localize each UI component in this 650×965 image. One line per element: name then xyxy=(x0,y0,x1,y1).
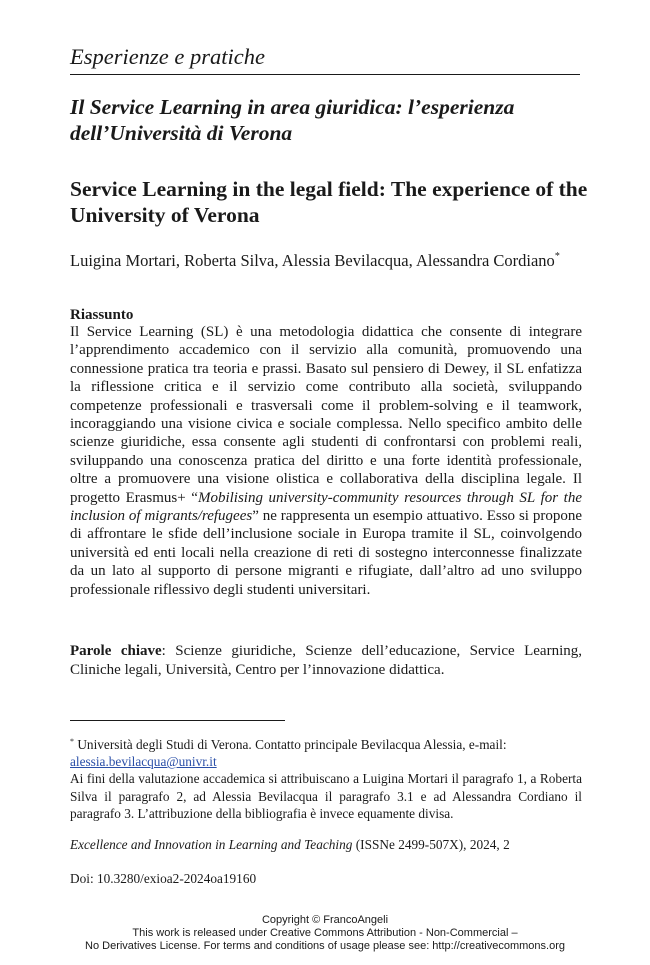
journal-name: Excellence and Innovation in Learning and Teaching xyxy=(70,837,353,852)
abstract-text-part-1: Il Service Learning (SL) è una metodologia didattica che consente di integrare l’apprendimento accademico con il servizio alla comunità, promuovendo una connessione pratica tra teoria e prassi. Basato sul pensiero di Dewey, il SL enfatizza la riflessione critica e il servizio come contributo alla società, sviluppando competenze professionali e trasversali come il problem-solving e il teamwork, incoraggiando una visione civica e sociale complessa. Nello specifico ambito delle scienze giuridiche, essa consente agli studenti di confrontarsi con problemi reali, sviluppando una conoscenza pratica del diritto e una forte identità professionale, oltre a promuovere una visione olistica e collaborativa della disciplina legale. Il progetto Erasmus+ “ xyxy=(70,324,582,506)
footnote-divider xyxy=(70,720,285,721)
journal-citation xyxy=(70,836,590,853)
authors-text: Luigina Mortari, Roberta Silva, Alessia Bevilacqua, Alessandra Cordiano xyxy=(70,251,555,270)
title-english: Service Learning in the legal field: The experience of the University of Verona xyxy=(70,177,588,227)
footnote-affiliation-text: Università degli Studi di Verona. Contatto principale Bevilacqua Alessia, e-mail: xyxy=(74,737,507,752)
footnote-marker: * xyxy=(70,737,74,746)
author-list xyxy=(70,247,600,271)
footnote-email-line xyxy=(70,753,582,770)
email-link[interactable]: alessia.bevilacqua@univr.it xyxy=(70,754,217,770)
license-notice xyxy=(0,914,650,954)
project-title: Mobilising university-community resources through SL for the inclusion of migrants/refugees xyxy=(70,489,583,525)
license-line-2: No Derivatives License. For terms and conditions of usage please see: http://creativecommons.org xyxy=(85,940,565,953)
footnote-affiliation xyxy=(70,733,582,753)
title-italian: Il Service Learning in area giuridica: l’esperienza dell’Università di Verona xyxy=(70,95,515,145)
license-line-1: This work is released under Creative Commons Attribution - Non-Commercial – xyxy=(132,927,518,940)
doi: Doi: 10.3280/exioa2-2024oa19160 xyxy=(70,871,257,886)
keywords-text: : Scienze giuridiche, Scienze dell’educazione, Service Learning, Cliniche legali, Università, Centro per l’innovazione didattica. xyxy=(70,643,583,678)
section-header: Esperienze e pratiche xyxy=(70,44,580,75)
abstract-text-part-2: ” ne rappresenta un esempio attuativo. Esso si propone di affrontare le sfide dell’inclusione sociale in Europa tramite il SL, coinvolgendo università ed enti locali nella creazione di reti di sostegno interconnesse finalizzate da un lato al supporto di persone migranti e rifugiate, dall’altro ad uno sviluppo professionale riflessivo degli studenti universitari. xyxy=(70,508,582,598)
keywords-label: Parole chiave xyxy=(70,643,162,659)
journal-details: (ISSNe 2499-507X), 2024, 2 xyxy=(352,837,510,852)
footnote-attribution: Ai fini della valutazione accademica si attribuiscano a Luigina Mortari il paragrafo 1, a Roberta Silva il paragrafo 2, ad Alessia Bevilacqua il paragrafo 3.1 e ad Alessandra Cordiano il paragrafo 3. L’attribuzione della bibliografia è invece equamente divisa. xyxy=(70,771,582,821)
author-footnote-marker[interactable]: * xyxy=(554,251,560,262)
footnote xyxy=(70,733,582,822)
keywords xyxy=(70,642,582,680)
abstract-body xyxy=(70,323,582,599)
abstract-heading: Riassunto xyxy=(70,307,134,323)
copyright-line: Copyright © FrancoAngeli xyxy=(261,914,389,926)
